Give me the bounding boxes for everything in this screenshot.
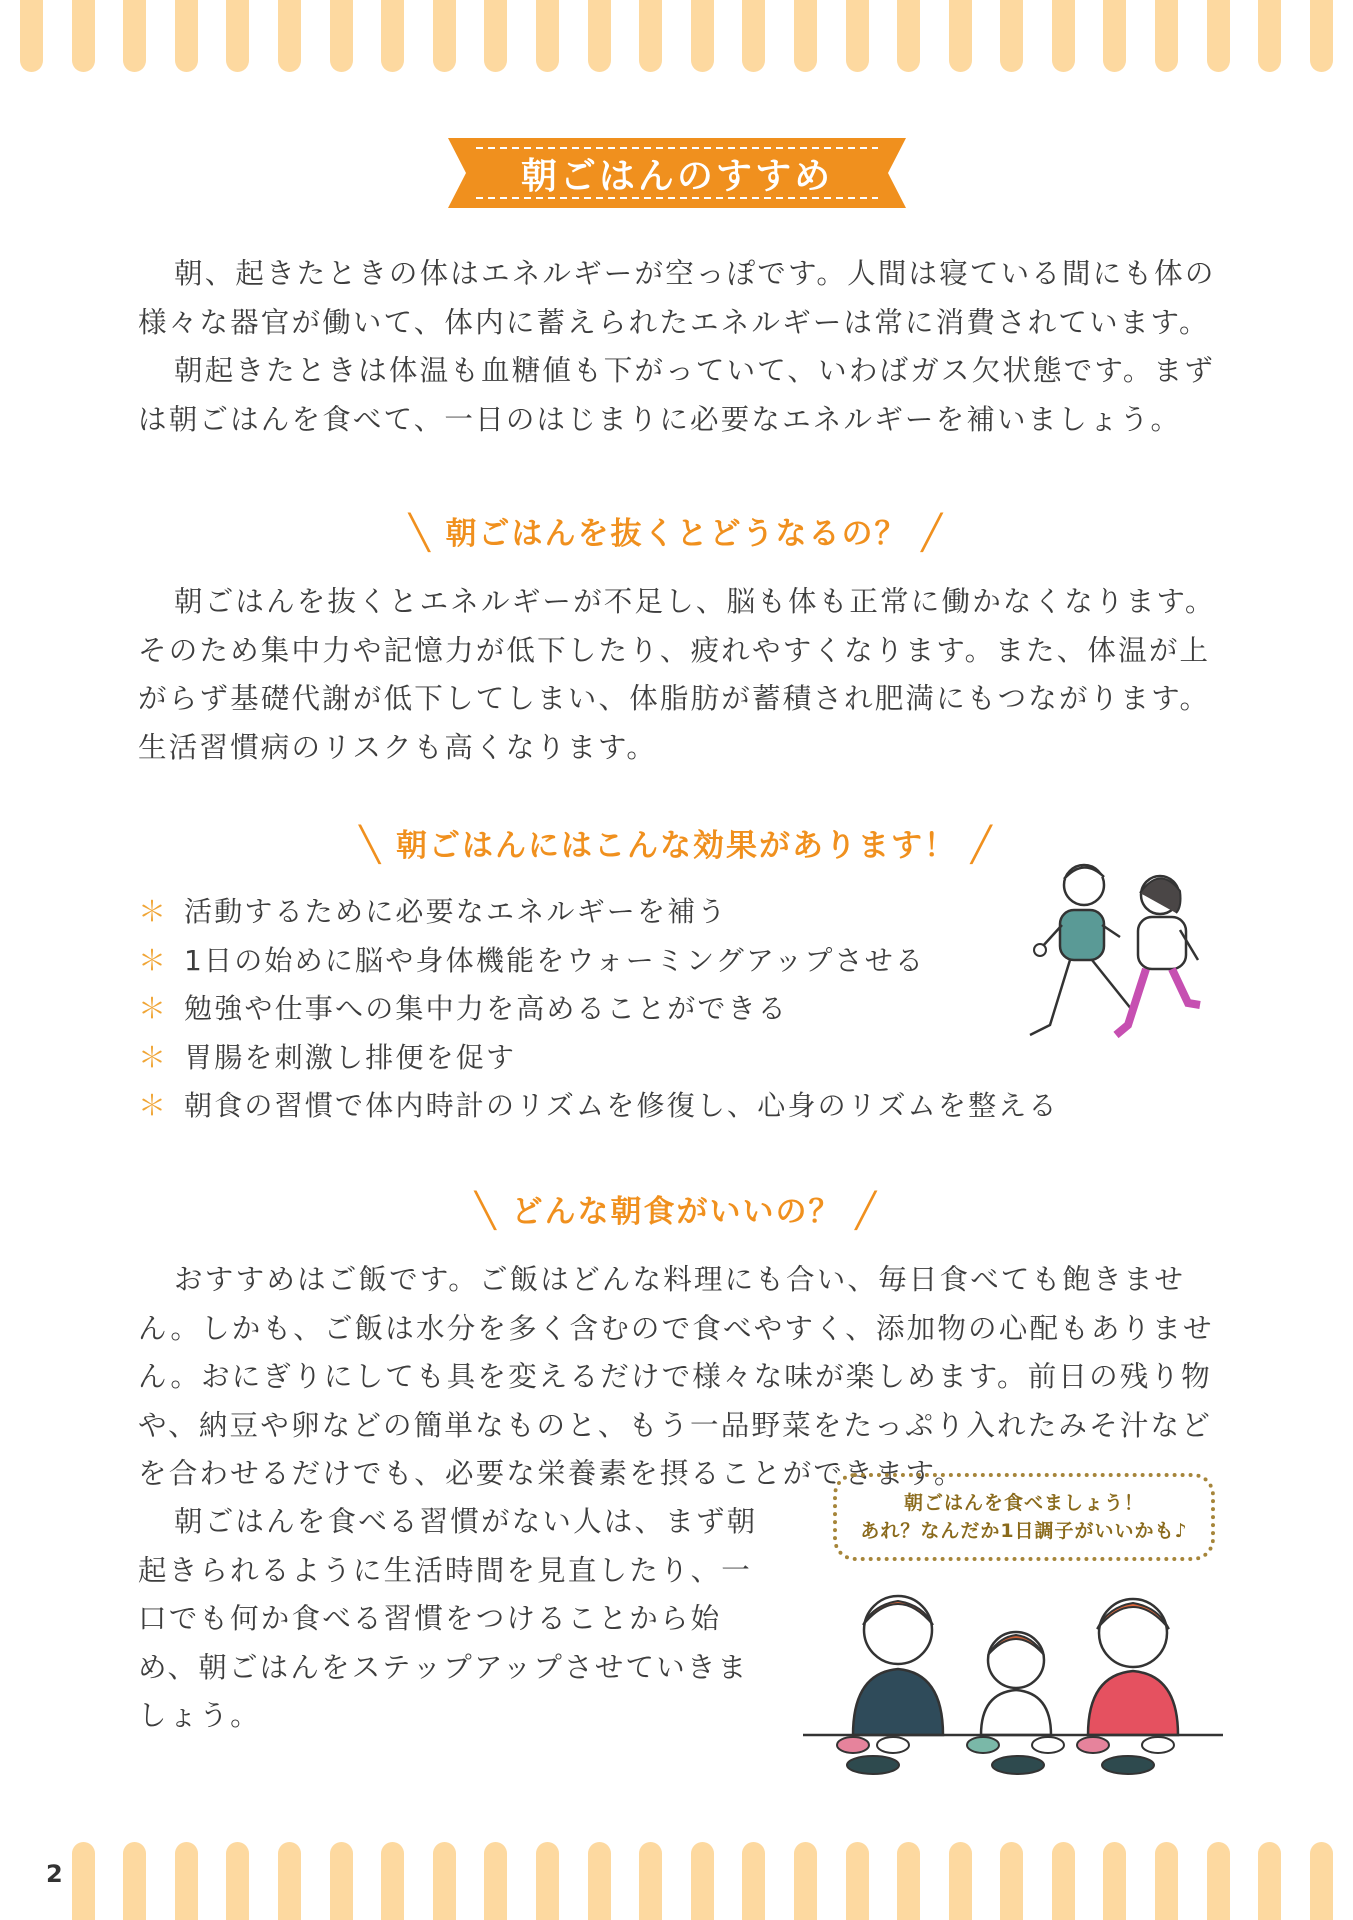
asterisk-icon: ＊ bbox=[138, 943, 169, 977]
section-heading-skip-text: 朝ごはんを抜くとどうなるの？ bbox=[445, 516, 908, 552]
section-heading-which bbox=[0, 1186, 1353, 1231]
skip-paragraph: 朝ごはんを抜くとエネルギーが不足し、脳も体も正常に働かなくなります。そのため集中力や記憶力が低下したり、疲れやすくなります。また、体温が上がらず基礎代謝が低下してしまい、体脂肪が蓄積され肥満にもつながります。生活習慣病のリスクも高くなります。 bbox=[138, 585, 1216, 764]
list-item: ＊ 活動するために必要なエネルギーを補う bbox=[138, 888, 1098, 937]
effects-list bbox=[138, 888, 1098, 1131]
top-stripe-border bbox=[0, 0, 1353, 72]
asterisk-icon: ＊ bbox=[138, 992, 169, 1025]
slash-left-icon: ╲ bbox=[475, 1191, 498, 1231]
asterisk-icon: ＊ bbox=[138, 1089, 169, 1122]
slash-right-icon: ╱ bbox=[921, 513, 944, 553]
section-heading-which-text: どんな朝食がいいの？ bbox=[511, 1194, 842, 1230]
page-title: 朝ごはんのすすめ bbox=[520, 155, 834, 197]
slash-right-icon: ╱ bbox=[855, 1191, 878, 1231]
list-item: ＊ 胃腸を刺激し排便を促す bbox=[138, 1034, 1098, 1083]
section-heading-skip bbox=[0, 508, 1353, 553]
family-breakfast-illustration bbox=[803, 1585, 1223, 1785]
title-banner bbox=[448, 138, 906, 208]
slash-left-icon: ╲ bbox=[409, 513, 432, 553]
list-item: ＊ 朝食の習慣で体内時計のリズムを修復し、心身のリズムを整える bbox=[138, 1082, 1098, 1131]
which-paragraph-2: 朝ごはんを食べる習慣がない人は、まず朝起きられるように生活時間を見直したり、一口でも何か食べる習慣をつけることから始め、朝ごはんをステップアップさせていきましょう。 bbox=[138, 1505, 758, 1732]
speech-bubble bbox=[833, 1473, 1215, 1561]
list-item: ＊ 勉強や仕事への集中力を高めることができる bbox=[138, 985, 1098, 1034]
slash-right-icon: ╱ bbox=[971, 825, 994, 865]
bubble-line-2: あれ？なんだか1日調子がいいかも♪ bbox=[860, 1520, 1188, 1542]
slash-left-icon: ╲ bbox=[359, 825, 382, 865]
bubble-line-1: 朝ごはんを食べましょう！ bbox=[903, 1492, 1144, 1514]
page-number: 2 bbox=[46, 1860, 63, 1888]
asterisk-icon: ＊ bbox=[138, 895, 169, 928]
list-item: ＊ 1日の始めに脳や身体機能をウォーミングアップさせる bbox=[138, 937, 1098, 986]
intro-paragraph-1: 朝、起きたときの体はエネルギーが空っぽです。人間は寝ている間にも体の様々な器官が働いて、体内に蓄えられたエネルギーは常に消費されています。 bbox=[138, 257, 1216, 339]
section-heading-effects-text: 朝ごはんにはこんな効果があります！ bbox=[396, 828, 957, 864]
which-paragraph-1: おすすめはご飯です。ご飯はどんな料理にも合い、毎日食べても飽きません。しかも、ご飯は水分を多く含むので食べやすく、添加物の心配もありません。おにぎりにしても具を変えるだけで様々な味が楽しめます。前日の残り物や、納豆や卵などの簡単なものと、もう一品野菜をたっぷり入れたみそ汁などを合わせるだけでも、必要な栄養素を摂ることができます。 bbox=[138, 1263, 1214, 1490]
intro-paragraph-2: 朝起きたときは体温も血糖値も下がっていて、いわばガス欠状態です。まずは朝ごはんを食べて、一日のはじまりに必要なエネルギーを補いましょう。 bbox=[138, 354, 1215, 436]
walking-couple-illustration bbox=[1020, 855, 1220, 1055]
asterisk-icon: ＊ bbox=[138, 1040, 169, 1074]
bottom-stripe-border bbox=[0, 1842, 1353, 1920]
